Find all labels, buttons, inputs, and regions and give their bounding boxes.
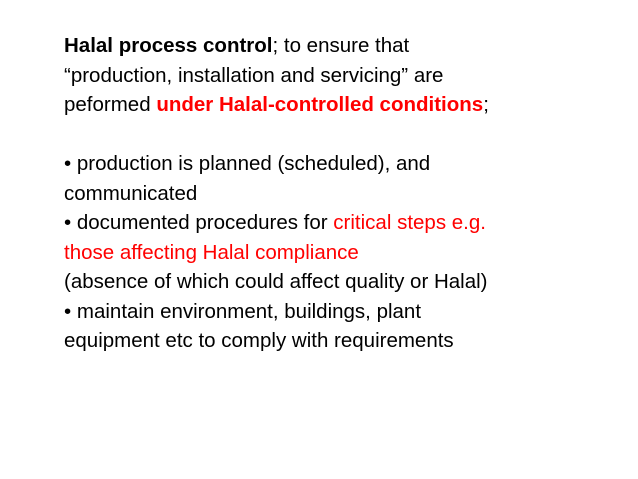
bullet-1-line-2: communicated [64, 181, 198, 205]
bullet-text: documented procedures for [71, 211, 334, 234]
spacer [64, 120, 624, 150]
bullet-3-line-1 [64, 297, 624, 327]
intro-text: ; [483, 93, 489, 116]
bullet-3-line-2: equipment etc to comply with requirements [64, 329, 454, 352]
bullet-icon: • [64, 299, 72, 323]
intro-line-2: “production, installation and servicing” are [64, 63, 444, 87]
bullet-2-line-2: those affecting Halal compliance [64, 240, 359, 264]
bullet-text: production is planned (scheduled), and [71, 152, 431, 175]
heading-term: Halal process control [64, 34, 273, 57]
bullet-text: maintain environment, buildings, plant [71, 299, 422, 323]
highlight-phrase: under Halal-controlled conditions [156, 93, 484, 116]
intro-line-1 [64, 31, 624, 61]
slide-body [64, 31, 624, 356]
bullet-1-line-1 [64, 149, 624, 179]
intro-text: peformed [64, 93, 157, 116]
intro-text: ; to ensure that [272, 34, 410, 57]
bullet-2-line-3: (absence of which could affect quality or Halal) [64, 270, 488, 293]
highlight-phrase: critical steps e.g. [333, 211, 486, 234]
bullet-2-line-1 [64, 208, 624, 238]
intro-line-3 [64, 90, 624, 120]
bullet-icon: • [64, 152, 72, 175]
bullet-icon: • [64, 211, 72, 234]
